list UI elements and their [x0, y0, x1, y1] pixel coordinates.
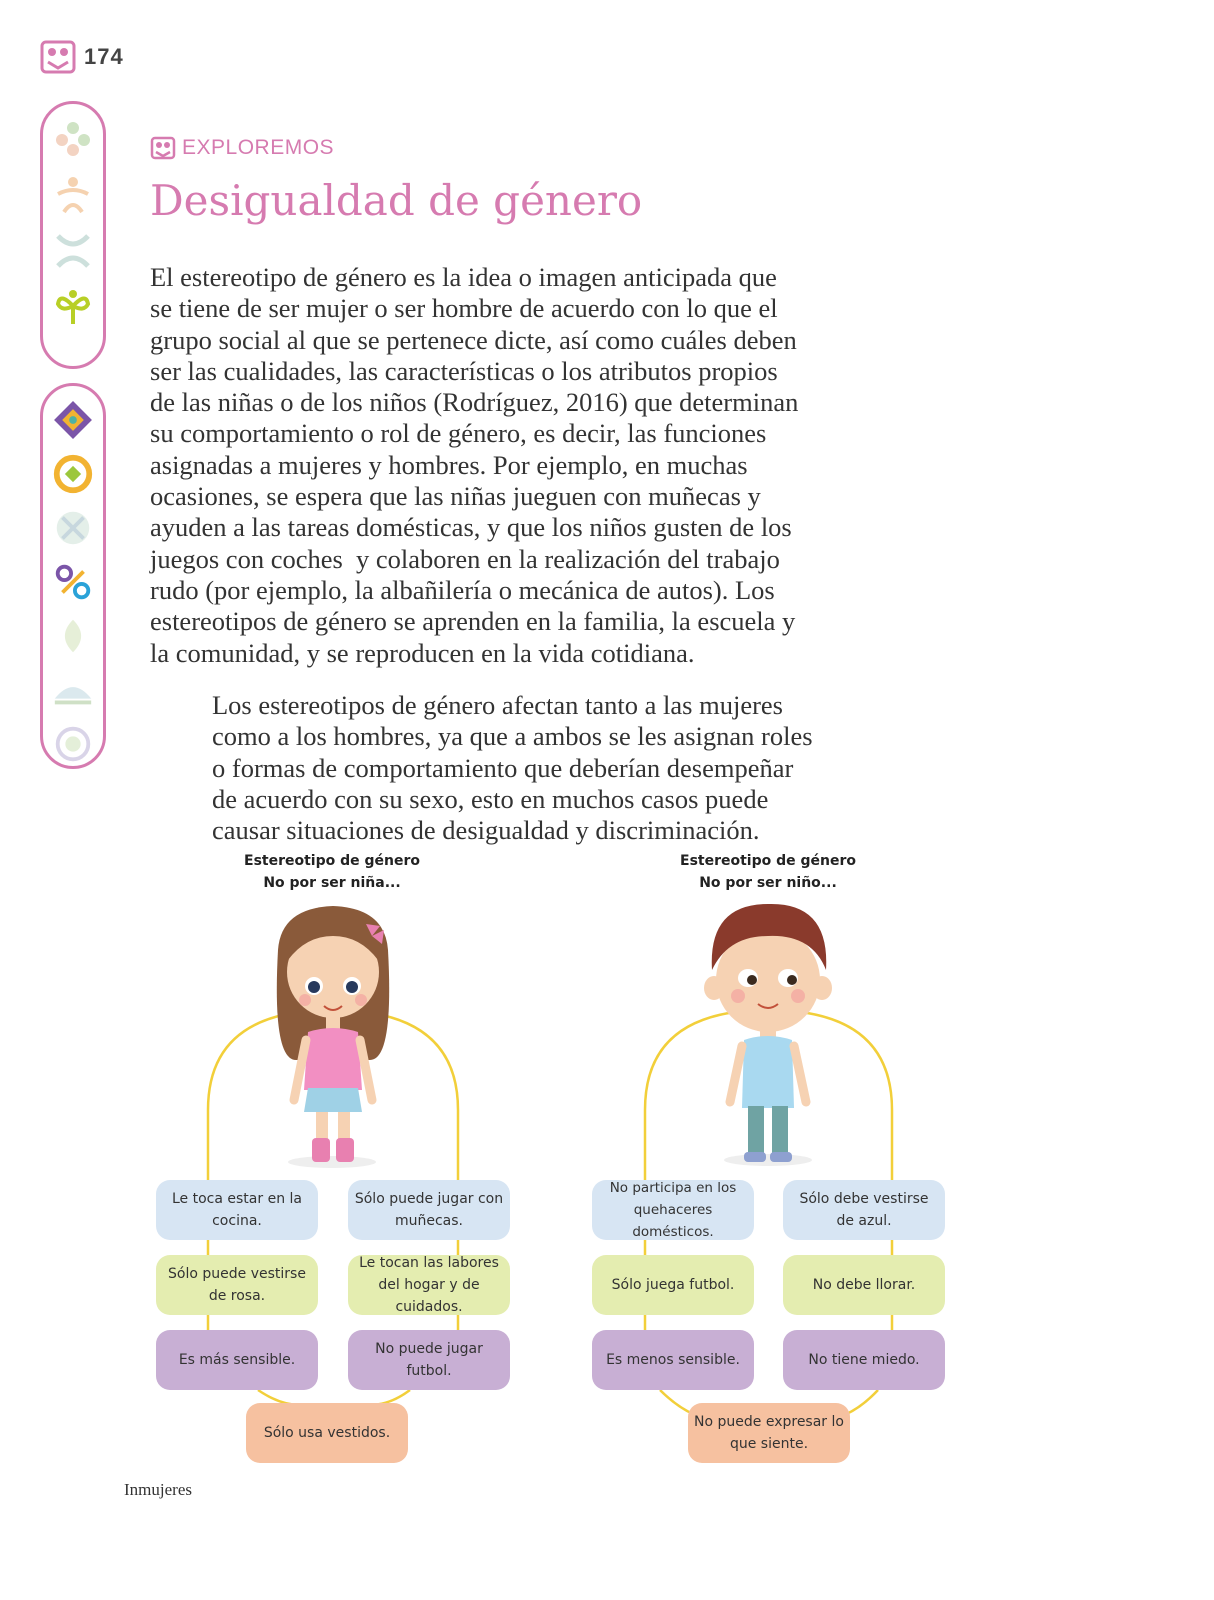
circle-icon[interactable]: [50, 722, 96, 766]
page-header: [40, 40, 124, 74]
text-line: El estereotipo de género es la idea o imagen anticipada que: [150, 262, 777, 292]
section-label: [150, 136, 334, 160]
boy-box-less-sensitive: Es menos sensible.: [592, 1330, 754, 1390]
diagram-title-line: No por ser niño...: [699, 875, 837, 891]
sprout-icon[interactable]: [50, 284, 96, 330]
glyph-ornament-icon: [150, 136, 176, 160]
hill-icon[interactable]: [50, 668, 96, 712]
boy-box-express: No puede expresar lo que siente.: [688, 1403, 850, 1463]
text-line: ser las cualidades, las características o los atributos propios: [150, 355, 778, 386]
diagram-title-line: Estereotipo de género: [244, 853, 420, 869]
text-line: de las niñas o de los niños (Rodríguez, 2016) que determinan: [150, 387, 799, 418]
boy-diagram-title: [638, 850, 898, 894]
paragraph-1: [150, 262, 870, 669]
glyph-ornament-icon: [40, 40, 76, 74]
diagram-title-line: No por ser niña...: [263, 875, 401, 891]
hands-icon[interactable]: [50, 228, 96, 274]
side-nav-top: [40, 101, 106, 369]
boy-illustration: [704, 904, 832, 1166]
boy-box-fear: No tiene miedo.: [783, 1330, 945, 1390]
boy-box-football: Sólo juega futbol.: [592, 1255, 754, 1315]
girl-illustration: [277, 906, 389, 1168]
text-line: Los estereotipos de género afectan tanto a las mujeres: [212, 690, 783, 720]
boy-box-blue: Sólo debe vestirse de azul.: [783, 1180, 945, 1240]
text-line: rudo (por ejemplo, la albañilería o mecánica de autos). Los: [150, 574, 775, 605]
text-line: juegos con coches y colaboren en la realización del trabajo: [150, 543, 780, 574]
diamond-icon[interactable]: [50, 398, 96, 442]
flower-icon[interactable]: [50, 116, 96, 162]
text-line: su comportamiento o rol de género, es decir, las funciones: [150, 418, 767, 449]
diagram-title-line: Estereotipo de género: [680, 853, 856, 869]
ring-icon[interactable]: [50, 452, 96, 496]
girl-diagram-title: [202, 850, 462, 894]
girl-box-kitchen: Le toca estar en la cocina.: [156, 1180, 318, 1240]
girl-box-pink: Sólo puede vestirse de rosa.: [156, 1255, 318, 1315]
text-line: la comunidad, y se reproducen en la vida cotidiana.: [150, 637, 695, 668]
text-line: grupo social al que se pertenece dicte, así como cuáles deben: [150, 324, 797, 355]
text-line: estereotipos de género se aprenden en la familia, la escuela y: [150, 606, 796, 637]
person-swirl-icon[interactable]: [50, 172, 96, 218]
girl-box-dolls: Sólo puede jugar con muñecas.: [348, 1180, 510, 1240]
text-line: ocasiones, se espera que las niñas jueguen con muñecas y: [150, 481, 761, 512]
leaf-icon[interactable]: [50, 614, 96, 658]
percent-icon[interactable]: [50, 560, 96, 604]
hourglass-icon[interactable]: [50, 506, 96, 550]
boy-box-chores: No participa en los quehaceres domésticos.: [592, 1180, 754, 1240]
text-line: se tiene de ser mujer o ser hombre de acuerdo con lo que el: [150, 293, 778, 324]
page-number: 174: [84, 44, 124, 69]
text-line: asignadas a mujeres y hombres. Por ejemplo, en muchas: [150, 449, 748, 480]
girl-box-football: No puede jugar futbol.: [348, 1330, 510, 1390]
girl-box-dresses: Sólo usa vestidos.: [246, 1403, 408, 1463]
image-credit: Inmujeres: [124, 1480, 192, 1499]
paragraph-2: [212, 690, 880, 846]
boy-box-cry: No debe llorar.: [783, 1255, 945, 1315]
side-nav-bottom: [40, 383, 106, 769]
text-line: de acuerdo con su sexo, esto en muchos casos puede: [212, 783, 769, 814]
girl-box-housework: Le tocan las labores del hogar y de cuidados.: [348, 1255, 510, 1315]
girl-box-sensitive: Es más sensible.: [156, 1330, 318, 1390]
text-line: como a los hombres, ya que a ambos se les asignan roles: [212, 721, 813, 752]
text-line: ayuden a las tareas domésticas, y que los niños gusten de los: [150, 512, 792, 543]
text-line: o formas de comportamiento que deberían desempeñar: [212, 752, 794, 783]
section-label-text: EXPLOREMOS: [182, 136, 335, 159]
text-line: causar situaciones de desigualdad y discriminación.: [212, 815, 760, 846]
page-title: Desigualdad de género: [150, 176, 643, 225]
